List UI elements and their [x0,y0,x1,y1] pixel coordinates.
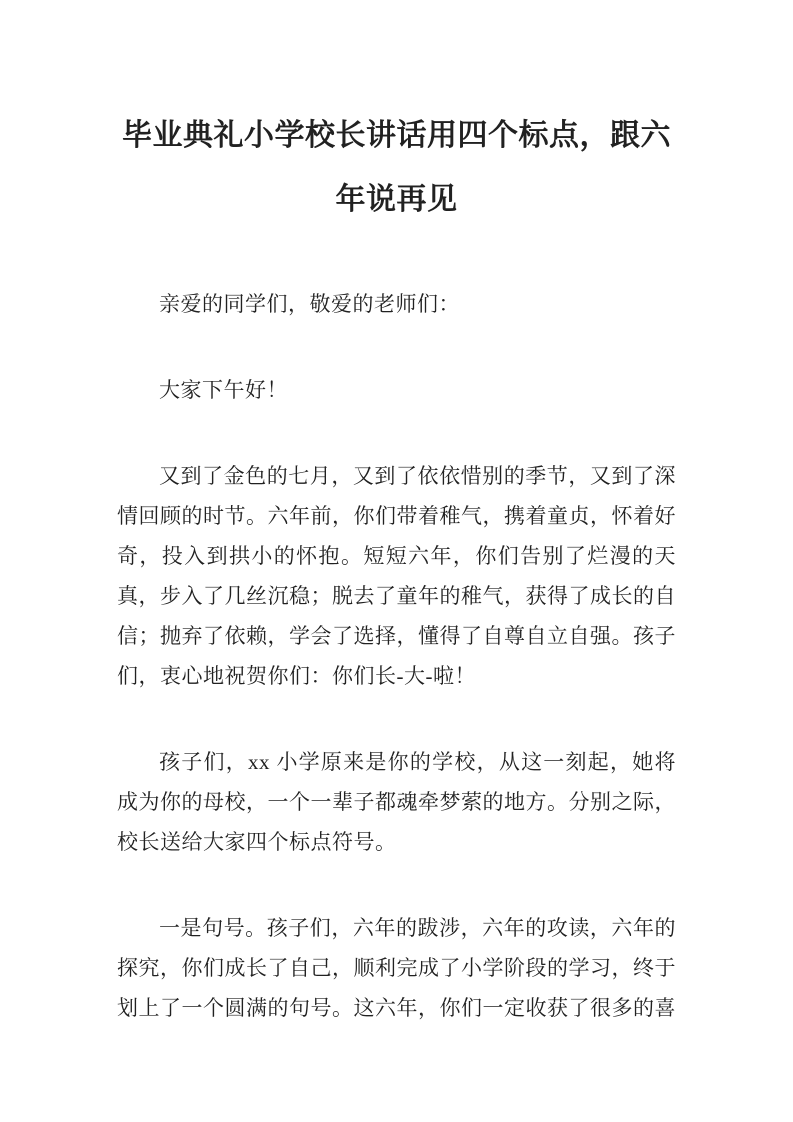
paragraph-first-full-stop: 一是句号。孩子们，六年的跋涉，六年的攻读，六年的探究，你们成长了自己，顺利完成了小学阶段的学习，终于划上了一个圆满的句号。这六年，你们一定收获了很多的喜 [117,916,676,1020]
paragraph-salutation: 亲爱的同学们，敬爱的老师们： [159,292,460,316]
document-title: 毕业典礼小学校长讲话用四个标点，跟六年说再见 [122,119,671,216]
paragraph-six-years-retrospect: 又到了金色的七月，又到了依依惜别的季节，又到了深情回顾的时节。六年前，你们带着稚气，携着童贞，怀着好奇，投入到拱小的怀抱。短短六年，你们告别了烂漫的天真，步入了几丝沉稳；脱去了童年的稚气，获得了成长的自信；抛弃了依赖，学会了选择，懂得了自尊自立自强。孩子们，衷心地祝贺你们：你们长-大-啦！ [117,464,676,688]
paragraph-four-punctuation-intro: 孩子们，xx 小学原来是你的学校，从这一刻起，她将成为你的母校，一个一辈子都魂牵梦萦的地方。分别之际，校长送给大家四个标点符号。 [117,750,676,854]
paragraph-greeting: 大家下午好！ [159,378,288,402]
